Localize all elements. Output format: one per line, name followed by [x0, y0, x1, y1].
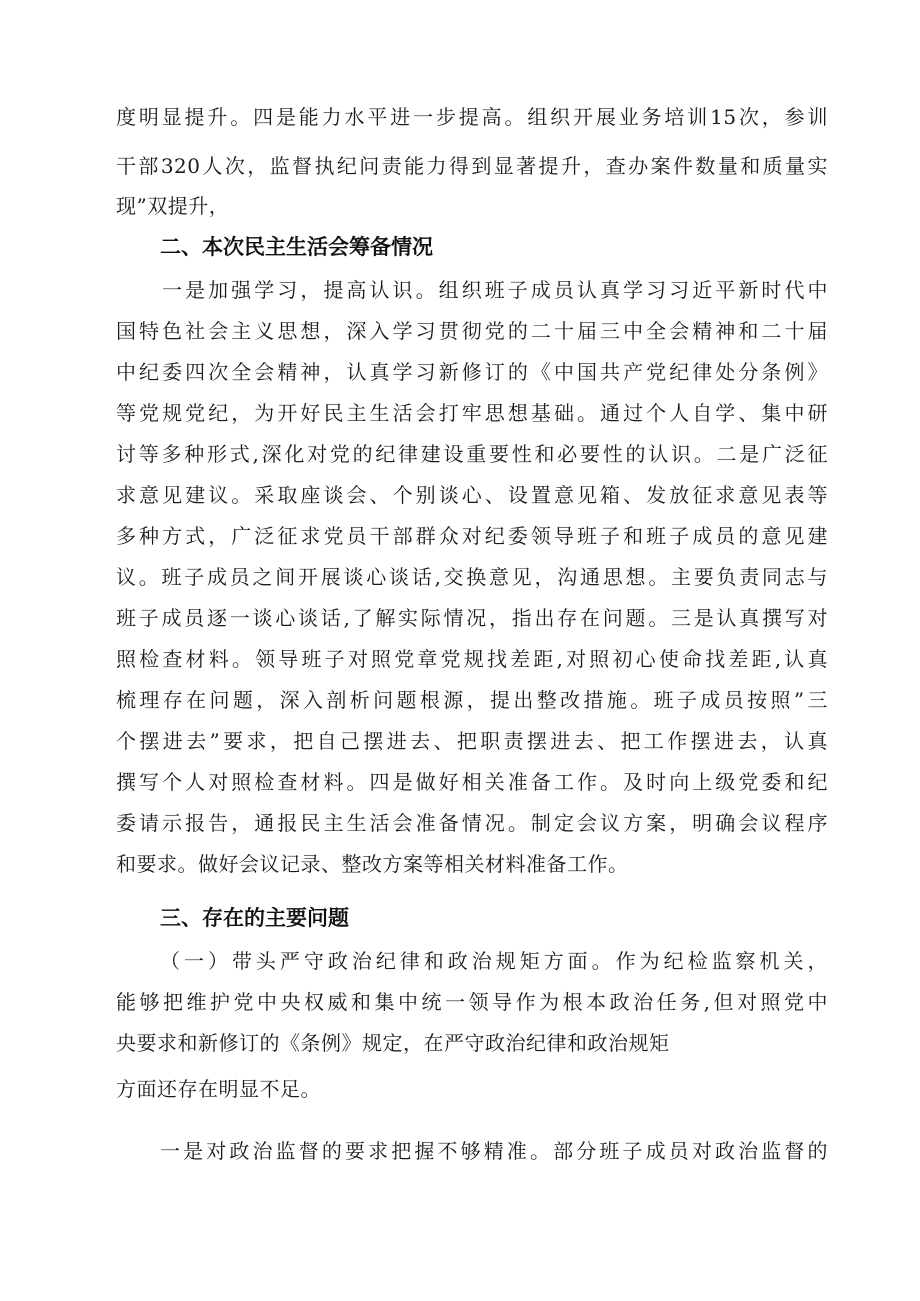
paragraph-line: 能够把维护党中央权威和集中统一领导作为根本政治任务,但对照党中	[116, 990, 828, 1014]
paragraph-line: 国特色社会主义思想，深入学习贯彻党的二十届三中全会精神和二十届	[116, 319, 828, 343]
paragraph-line: 干部320人次，监督执纪问责能力得到显著提升，查办案件数量和质量实	[116, 154, 828, 178]
paragraph-line: 委请示报告，通报民主生活会准备情况。制定会议方案，明确会议程序	[116, 811, 828, 835]
paragraph-line: 个摆进去”要求，把自己摆进去、把职责摆进去、把工作摆进去，认真	[116, 729, 828, 753]
paragraph-line: 等党规党纪，为开好民主生活会打牢思想基础。通过个人自学、集中研	[116, 401, 828, 425]
paragraph-line: 班子成员逐一谈心谈话,了解实际情况，指出存在问题。三是认真撰写对	[116, 606, 828, 630]
paragraph-line: 讨等多种形式,深化对党的纪律建设重要性和必要性的认识。二是广泛征	[116, 442, 828, 466]
paragraph-line: 央要求和新修订的《条例》规定，在严守政治纪律和政治规矩	[116, 1031, 670, 1055]
paragraph-line: 度明显提升。四是能力水平进一步提高。组织开展业务培训15次，参训	[116, 105, 828, 129]
paragraph-line: 一是对政治监督的要求把握不够精准。部分班子成员对政治监督的	[160, 1139, 828, 1163]
paragraph-line: 梳理存在问题，深入剖析问题根源，提出整改措施。班子成员按照”三	[116, 688, 828, 712]
paragraph-line: （一）带头严守政治纪律和政治规矩方面。作为纪检监察机关，	[160, 949, 828, 973]
paragraph-line: 求意见建议。采取座谈会、个别谈心、设置意见箱、发放征求意见表等	[116, 483, 828, 507]
paragraph-line: 议。班子成员之间开展谈心谈话,交换意见，沟通思想。主要负责同志与	[116, 565, 828, 589]
paragraph-line: 撰写个人对照检查材料。四是做好相关准备工作。及时向上级党委和纪	[116, 770, 828, 794]
paragraph-line: 现”双提升，	[116, 194, 230, 218]
paragraph-line: 和要求。做好会议记录、整改方案等相关材料准备工作。	[116, 852, 629, 876]
paragraph-line: 一是加强学习，提高认识。组织班子成员认真学习习近平新时代中	[162, 278, 828, 302]
paragraph-line: 方面还存在明显不足。	[116, 1077, 321, 1101]
paragraph-line: 多种方式，广泛征求党员干部群众对纪委领导班子和班子成员的意见建	[116, 524, 828, 548]
section-heading: 二、本次民主生活会筹备情况	[160, 235, 433, 259]
section-heading: 三、存在的主要问题	[160, 906, 349, 930]
paragraph-line: 照检查材料。领导班子对照党章党规找差距,对照初心使命找差距,认真	[116, 647, 828, 671]
paragraph-line: 中纪委四次全会精神，认真学习新修订的《中国共产党纪律处分条例》	[116, 360, 828, 384]
